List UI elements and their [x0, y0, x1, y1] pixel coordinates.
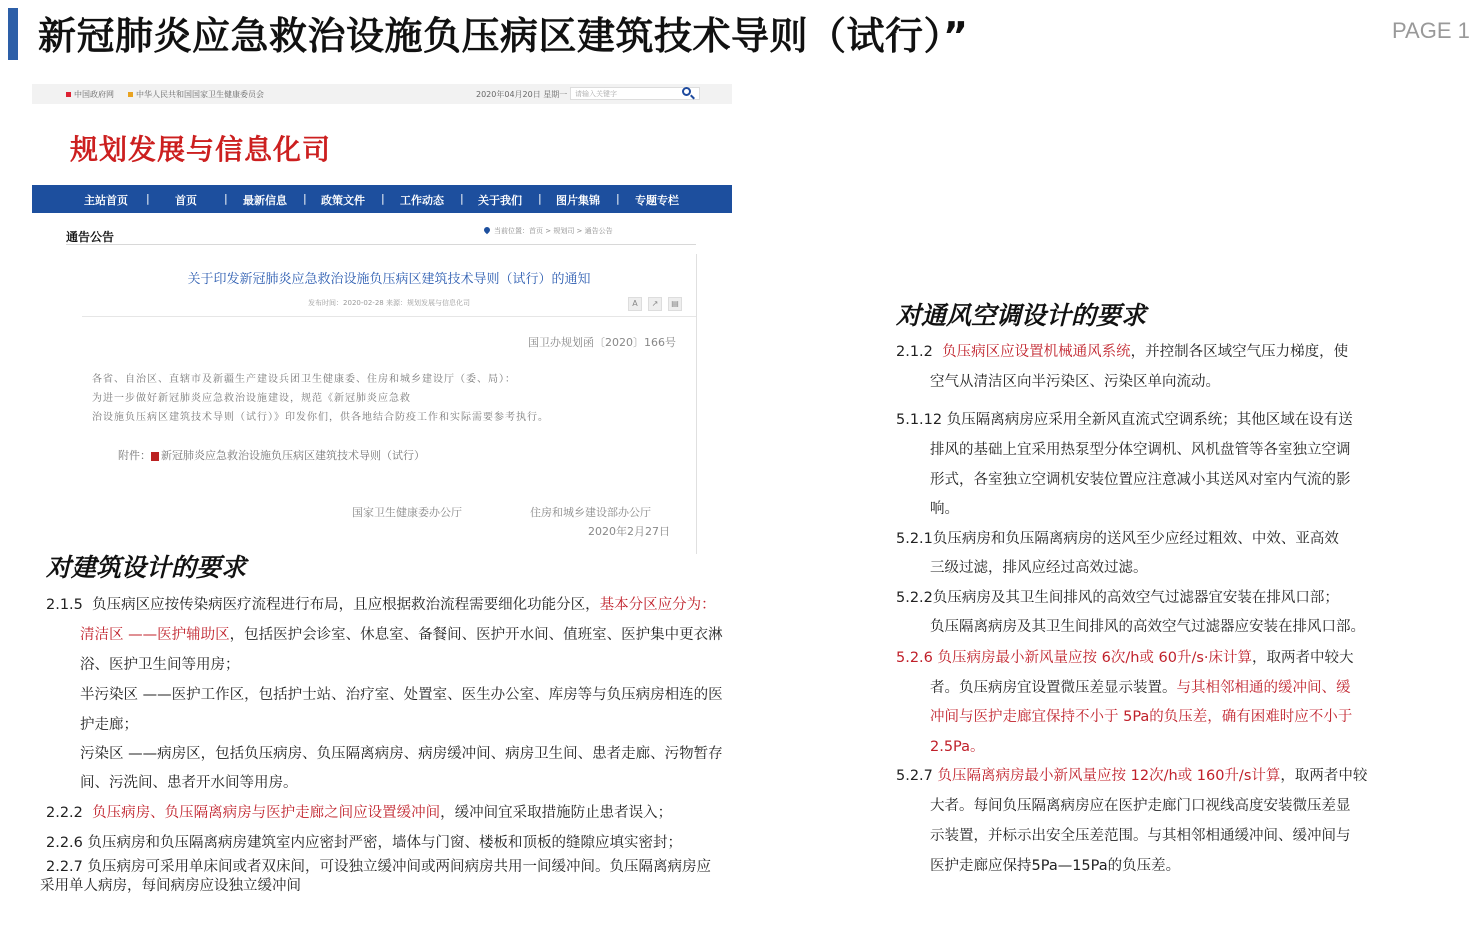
clean-zone-cont: 浴、医护卫生间等用房； [80, 657, 240, 673]
clause-5-2-1: 5.2.1负压病房和负压隔离病房的送风至少应经过粗效、中效、亚高效 [896, 531, 1339, 547]
nav-item-home-main[interactable]: 主站首页 [84, 194, 128, 207]
nav-separator: | [538, 192, 542, 205]
polluted-zone-cont: 间、污洗间、患者开水间等用房。 [80, 775, 298, 791]
clause-5-1-12-cont: 响。 [930, 501, 959, 517]
document-number: 国卫办规划函〔2020〕166号 [528, 336, 676, 349]
clause-5-2-2: 5.2.2负压病房及其卫生间排风的高效空气过滤器宜安装在排风口部； [896, 590, 1339, 606]
attachment-link[interactable]: 新冠肺炎应急救治设施负压病区建筑技术导则（试行） [161, 449, 425, 462]
notice-meta: 发布时间：2020-02-28 来源：规划发展与信息化司 [308, 299, 470, 307]
nhc-link[interactable]: 中华人民共和国国家卫生健康委员会 [128, 89, 264, 100]
nav-item-policy[interactable]: 政策文件 [321, 194, 365, 207]
gov-link[interactable]: 中国政府网 [66, 89, 114, 100]
date-text: 2020年04月20日 星期一 [476, 90, 568, 99]
nav-item-about[interactable]: 关于我们 [478, 194, 522, 207]
clause-2-2-2: 2.2.2 负压病房、负压隔离病房与医护走廊之间应设置缓冲间，缓冲间宜采取措施防止患者误入； [46, 805, 673, 821]
page-number: PAGE 1 [1392, 18, 1470, 43]
clause-5-2-7-cont: 大者。每间负压隔离病房应在医护走廊门口视线高度安装微压差显 [930, 798, 1351, 814]
polluted-zone-line: 污染区 ——病房区，包括负压病房、负压隔离病房、病房缓冲间、病房卫生间、患者走廊、污物暂存 [80, 746, 723, 762]
semi-polluted-zone-line: 半污染区 ——医护工作区，包括护士站、治疗室、处置室、医生办公室、库房等与负压病房相连的医 [80, 687, 723, 703]
signer: 国家卫生健康委办公厅 [352, 506, 462, 519]
clause-5-2-6: 5.2.6 负压病房最小新风量应按 6次/h或 60升/s·床计算，取两者中较大 [896, 650, 1354, 666]
clause-5-2-6-cont: 冲间与医护走廊宜保持不小于 5Pa的负压差，确有困难时应不小于 [930, 709, 1353, 725]
clause-5-1-12: 5.1.12 负压隔离病房应采用全新风直流式空调系统；其他区域在设有送 [896, 412, 1353, 428]
nav-item-work[interactable]: 工作动态 [400, 194, 444, 207]
body-line: 治设施负压病区建筑技术导则（试行）》印发你们，供各地结合防疫工作和实际需要参考执行。 [92, 412, 549, 423]
body-line: 各省、自治区、直辖市及新疆生产建设兵团卫生健康委、住房和城乡建设厅（委、局）： [92, 374, 516, 385]
notice-webpage-screenshot [32, 84, 732, 554]
clause-2-2-7-cont: 采用单人病房，每间病房应设独立缓冲间 [40, 878, 301, 894]
notice-card [82, 254, 697, 554]
title-accent-bar [8, 8, 18, 60]
sign-date: 2020年2月27日 [588, 525, 670, 538]
nav-separator: | [460, 192, 464, 205]
semi-polluted-zone-cont: 护走廊； [80, 717, 138, 733]
notice-title: 关于印发新冠肺炎应急救治设施负压病区建筑技术导则（试行）的通知 [187, 272, 591, 287]
clause-5-1-12-cont: 形式，各室独立空调机安装位置应注意减小其送风对室内气流的影 [930, 472, 1351, 488]
body-line: 为进一步做好新冠肺炎应急救治设施建设，规范《新冠肺炎应急救 [92, 393, 411, 404]
nav-separator: | [616, 192, 620, 205]
clause-5-2-1-cont: 三级过滤，排风应经过高效过滤。 [930, 560, 1148, 576]
signer: 住房和城乡建设部办公厅 [530, 506, 651, 519]
pdf-icon [151, 452, 159, 461]
clause-5-2-6-cont: 者。负压病房宜设置微压差显示装置。与其相邻相通的缓冲间、缓 [930, 680, 1351, 696]
clause-2-1-5: 2.1.5 负压病区应按传染病医疗流程进行布局，且应根据救治流程需要细化功能分区，基本分区应分为： [46, 597, 716, 613]
clause-2-2-6: 2.2.6 负压病房和负压隔离病房建筑室内应密封严密，墙体与门窗、楼板和顶板的缝隙应填实密封； [46, 835, 682, 851]
clause-5-1-12-cont: 排风的基础上宜采用热泵型分体空调机、风机盘管等各室独立空调 [930, 442, 1351, 458]
site-name: 规划发展与信息化司 [70, 133, 332, 166]
nav-item-topics[interactable]: 专题专栏 [635, 194, 679, 207]
breadcrumb: 当前位置：首页 > 规划司 > 通告公告 [484, 226, 613, 236]
clause-2-2-7: 2.2.7 负压病房可采用单床间或者双床间，可设独立缓冲间或两间病房共用一间缓冲间。负压隔离病房应 [46, 859, 711, 875]
nav-separator: | [224, 192, 228, 205]
divider [66, 244, 696, 245]
emblem-icon [128, 92, 133, 97]
clause-5-2-7-cont: 示装置，并标示出安全压差范围。与其相邻相通缓冲间、缓冲间与 [930, 828, 1351, 844]
clause-5-2-7: 5.2.7 负压隔离病房最小新风量应按 12次/h或 160升/s计算，取两者中较 [896, 768, 1368, 784]
attachment-row: 附件： 新冠肺炎应急救治设施负压病区建筑技术导则（试行） [118, 449, 425, 462]
clean-zone-line: 清洁区 ——医护辅助区，包括医护会诊室、休息室、备餐间、医护开水间、值班室、医护集中更衣淋 [80, 627, 723, 643]
search-input[interactable]: 请输入关键字 [570, 87, 700, 100]
location-pin-icon [483, 226, 491, 234]
clause-2-1-2: 2.1.2 负压病区应设置机械通风系统，并控制各区域空气压力梯度，使 [896, 344, 1349, 360]
page-title: 新冠肺炎应急救治设施负压病区建筑技术导则（试行）” [38, 14, 969, 58]
share-icon[interactable]: ↗ [648, 297, 662, 311]
section-title: 通告公告 [66, 230, 115, 244]
site-top-bar [32, 84, 732, 104]
ventilation-design-heading: 对通风空调设计的要求 [896, 301, 1147, 330]
nav-item-latest[interactable]: 最新信息 [243, 194, 287, 207]
nav-separator: | [303, 192, 307, 205]
flag-icon [66, 92, 71, 97]
clause-5-2-2-cont: 负压隔离病房及其卫生间排风的高效空气过滤器应安装在排风口部。 [930, 619, 1365, 635]
nav-item-photos[interactable]: 图片集锦 [556, 194, 600, 207]
clause-5-2-7-cont: 医护走廊应保持5Pa—15Pa的负压差。 [930, 858, 1181, 874]
building-design-heading: 对建筑设计的要求 [46, 553, 247, 582]
print-icon[interactable]: ▤ [668, 297, 682, 311]
nav-item-home[interactable]: 首页 [175, 194, 197, 207]
clause-5-2-6-cont: 2.5Pa。 [930, 739, 985, 755]
font-size-icon[interactable]: A [628, 297, 642, 311]
divider [82, 316, 696, 317]
nav-separator: | [381, 192, 385, 205]
search-icon[interactable] [682, 87, 691, 96]
clause-2-1-2-cont: 空气从清洁区向半污染区、污染区单向流动。 [930, 374, 1220, 390]
nav-separator: | [146, 192, 150, 205]
nav-bar [32, 185, 732, 213]
